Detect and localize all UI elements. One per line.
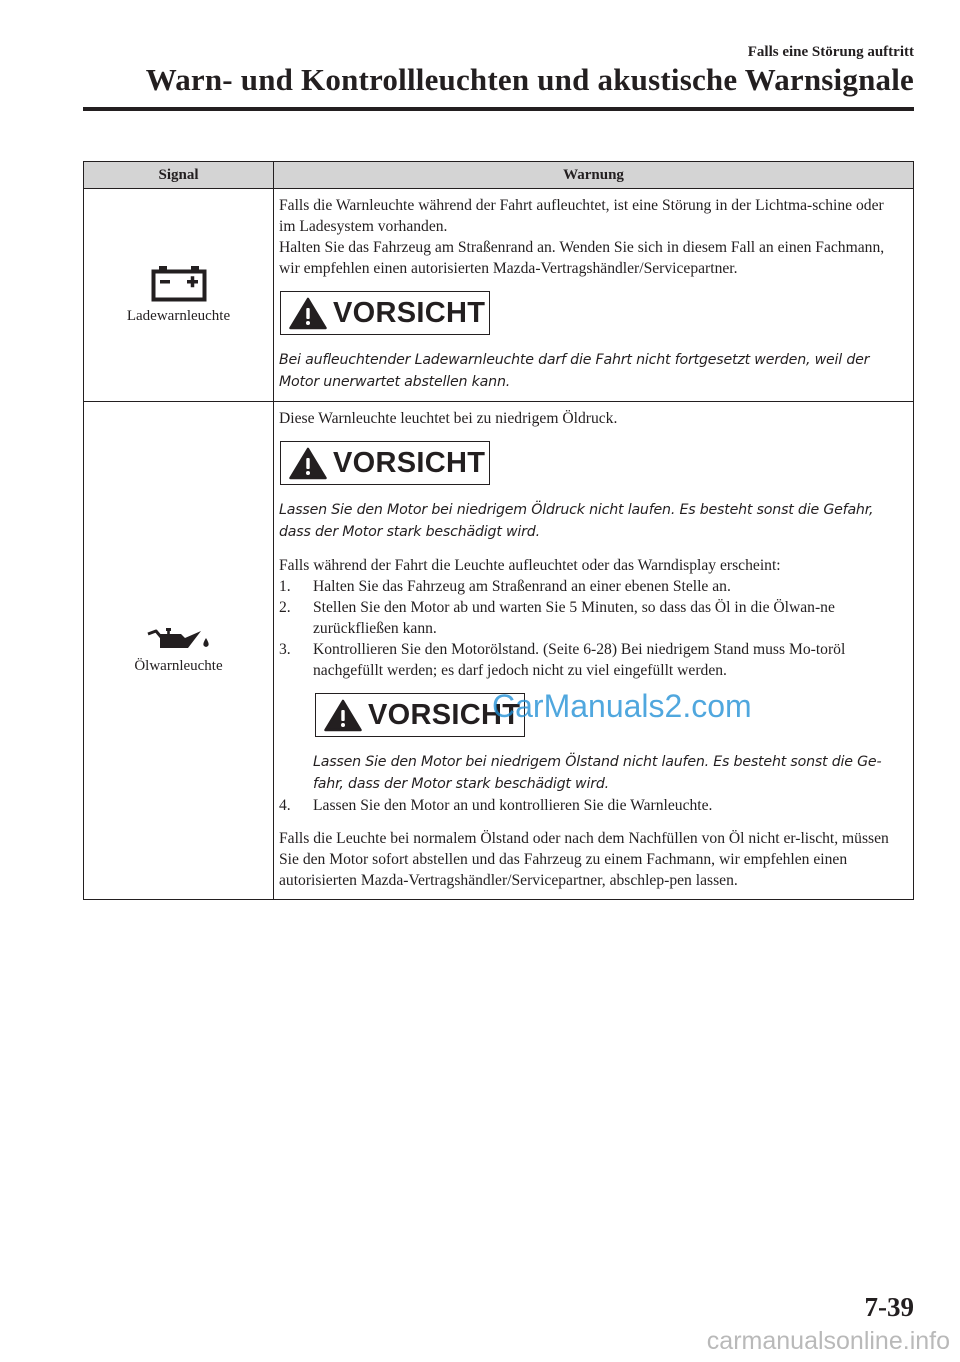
steps-intro: Falls während der Fahrt die Leuchte aufleuchtet oder das Warndisplay erscheint: — [279, 557, 781, 574]
warning-cell-charging — [274, 189, 914, 402]
page-number: 7-39 — [864, 1292, 914, 1322]
caution-text: Lassen Sie den Motor bei niedrigem Öldruck nicht laufen. Es besteht sonst die Gefahr, dass der Motor stark beschädigt wird. — [279, 502, 874, 540]
closing-text: Falls die Leuchte bei normalem Ölstand oder nach dem Nachfüllen von Öl nicht er-lischt, müssen Sie den Motor sofort abstellen und das Fahrzeug zu einem Fachmann, wir empfehlen einen autorisierten Mazda-Vertragshändler/Servicepartner, abschlep-pen lassen. — [279, 830, 889, 889]
caution-label: VORSICHT — [368, 698, 521, 731]
warning-triangle-icon — [289, 447, 327, 480]
list-item — [279, 639, 899, 681]
signal-cell-oil — [84, 402, 274, 900]
list-item — [279, 576, 899, 597]
signal-label-charging: Ladewarnleuchte — [126, 307, 231, 324]
warning-triangle-icon — [289, 297, 327, 330]
signal-label-oil: Ölwarnleuchte — [134, 658, 223, 674]
caution-label: VORSICHT — [333, 446, 486, 479]
signal-cell-charging — [84, 189, 274, 402]
list-item — [279, 597, 899, 639]
battery-icon — [88, 266, 269, 302]
caution-text: Lassen Sie den Motor bei niedrigem Ölstand nicht laufen. Es besteht sonst die Ge-fahr, dass der Motor stark beschädigt wird. — [313, 754, 882, 792]
warning-triangle-icon — [324, 699, 362, 732]
step-text: Stellen Sie den Motor ab und warten Sie 5 Minuten, so dass das Öl in die Ölwan-ne zurückfließen kann. — [313, 599, 835, 637]
step-number: 1. — [279, 578, 291, 595]
warning-text: Diese Warnleuchte leuchtet bei zu niedrigem Öldruck. — [279, 410, 618, 427]
caution-label: VORSICHT — [333, 296, 486, 329]
column-header-warning: Warnung — [274, 162, 914, 189]
caution-text: Bei aufleuchtender Ladewarnleuchte darf die Fahrt nicht fortgesetzt werden, weil der Motor unerwartet abstellen kann. — [279, 352, 870, 390]
section-heading: Falls eine Störung auftritt — [747, 44, 914, 60]
step-text: Kontrollieren Sie den Motorölstand. (Seite 6-28) Bei niedrigem Stand muss Mo-toröl nachgefüllt werden; es darf jedoch nicht zu viel eingefüllt werden. — [313, 641, 846, 679]
page-title: Warn- und Kontrollleuchten und akustische Warnsignale — [145, 62, 914, 97]
column-header-signal: Signal — [84, 162, 274, 189]
step-number: 3. — [279, 641, 291, 658]
table-row — [84, 189, 914, 402]
table-row — [84, 402, 914, 900]
list-item — [279, 795, 899, 816]
caution-box — [280, 291, 490, 335]
step-number: 2. — [279, 599, 291, 616]
warning-text: Halten Sie das Fahrzeug am Straßenrand an. Wenden Sie sich in diesem Fall an einen Fachmann, wir empfehlen einen autorisierten Mazda-Vertragshändler/Servicepartner. — [279, 239, 885, 277]
table-header-row — [84, 162, 914, 189]
warning-light-table — [83, 161, 914, 900]
header-rule — [83, 107, 914, 111]
caution-box — [280, 441, 490, 485]
oil-can-icon — [88, 626, 269, 652]
footer-watermark: carmanualsonline.info — [706, 1327, 950, 1355]
step-number: 4. — [279, 797, 291, 814]
step-text: Lassen Sie den Motor an und kontrollieren Sie die Warnleuchte. — [313, 797, 713, 814]
watermark: CarManuals2.com — [492, 688, 752, 724]
step-text: Halten Sie das Fahrzeug am Straßenrand an einer ebenen Stelle an. — [313, 578, 731, 595]
warning-cell-oil — [274, 402, 914, 900]
warning-text: Falls die Warnleuchte während der Fahrt aufleuchtet, ist eine Störung in der Lichtma-schine oder im Ladesystem vorhanden. — [279, 197, 884, 235]
